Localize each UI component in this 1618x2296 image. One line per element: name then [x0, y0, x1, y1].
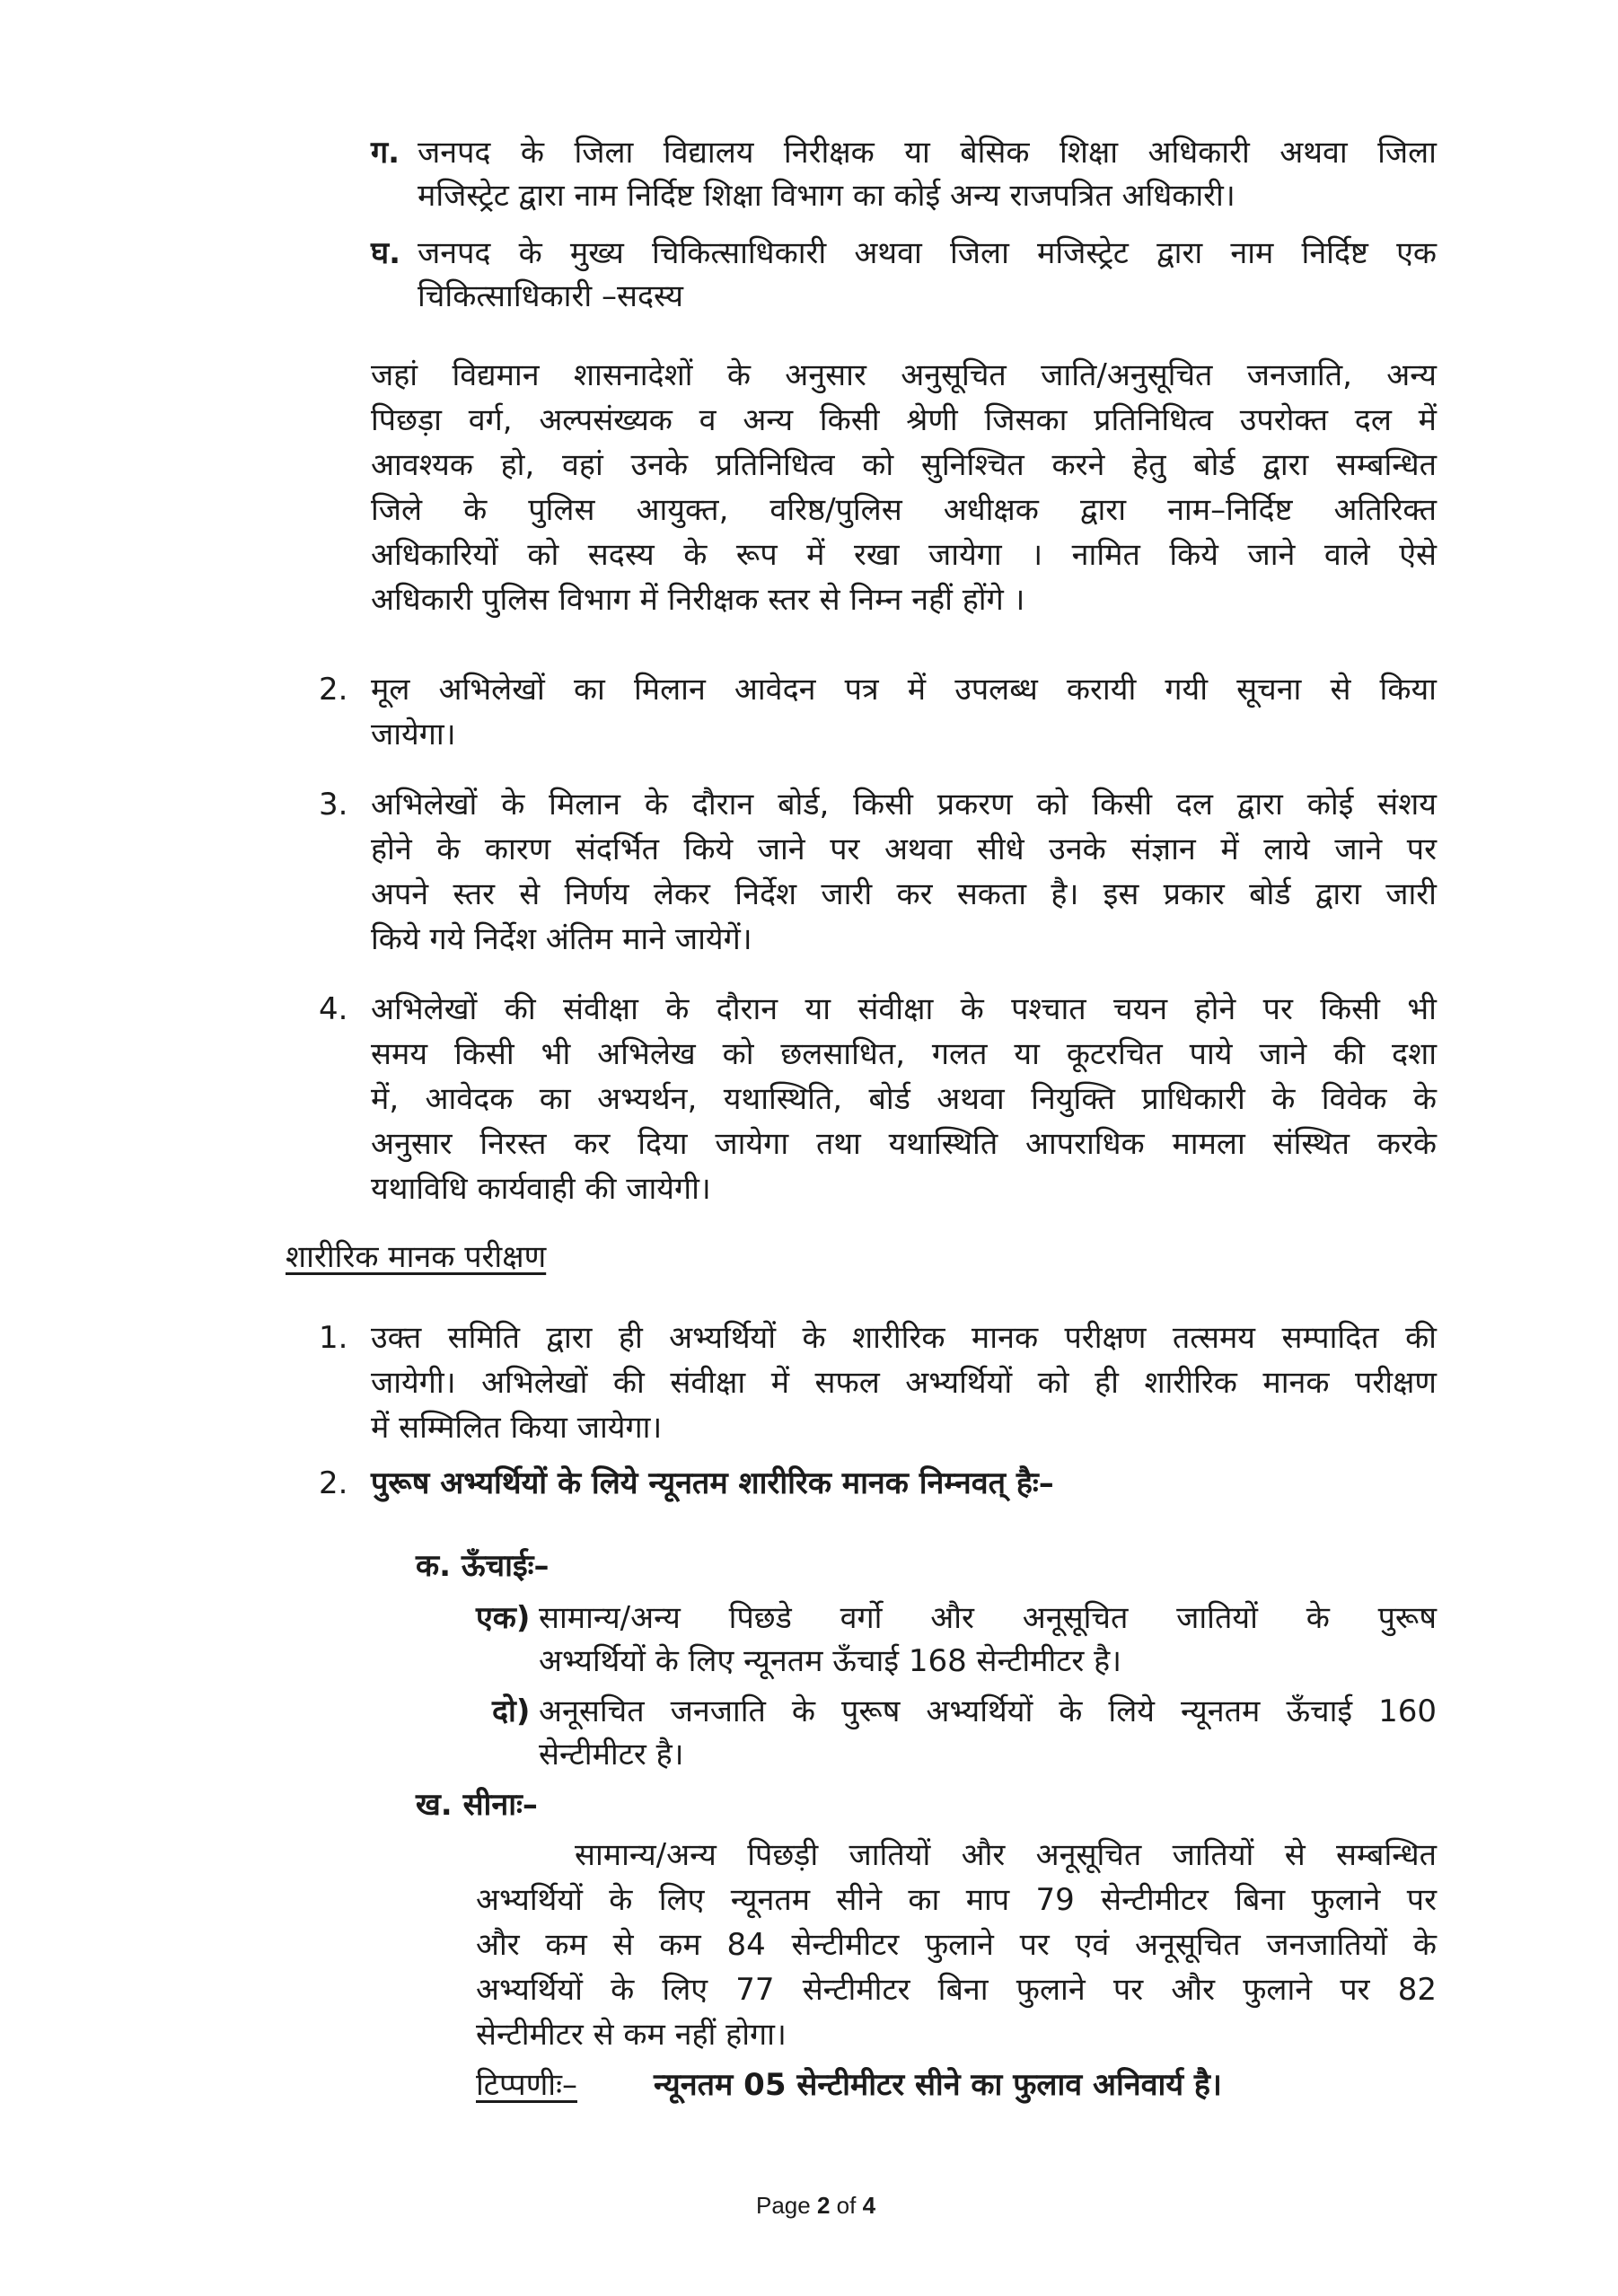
item-4-number: 4.: [319, 991, 348, 1027]
item-3-number: 3.: [319, 787, 348, 823]
height-do-marker: दो): [492, 1693, 531, 1729]
marker-g: ग.: [371, 135, 400, 171]
para-line-3: आवश्यक हो, वहां उनके प्रतिनिधित्व को सुनिश्चित करने हेतु बोर्ड द्वारा सम्बन्धित: [371, 447, 1437, 483]
footer-prefix: Page: [756, 2192, 817, 2219]
section-item-1-line-1: उक्त समिति द्वारा ही अभ्यर्थियों के शारीरिक मानक परीक्षण तत्समय सम्पादित की: [371, 1320, 1437, 1356]
height-do-line-1: अनूसचित जनजाति के पुरूष अभ्यर्थियों के लिये न्यूनतम ऊँचाई 160: [539, 1693, 1437, 1729]
note-label: टिप्पणीः–: [476, 2067, 577, 2103]
marker-gh: घ.: [371, 235, 401, 271]
section-item-1-number: 1.: [319, 1320, 348, 1356]
height-ek-line-2: अभ्यर्थियों के लिए न्यूनतम ऊँचाई 168 सेन्टीमीटर है।: [539, 1643, 1122, 1679]
section-item-2-number: 2.: [319, 1465, 348, 1501]
footer-current-page: 2: [816, 2192, 831, 2219]
block-gh-line-1: जनपद के मुख्य चिकित्साधिकारी अथवा जिला मजिस्ट्रेट द्वारा नाम निर्दिष्ट एक: [418, 235, 1437, 271]
footer-middle: of: [830, 2192, 863, 2219]
section-item-1-line-3: में सम्मिलित किया जायेगा।: [371, 1410, 663, 1446]
para-line-2: पिछड़ा वर्ग, अल्पसंख्यक व अन्य किसी श्रेणी जिसका प्रतिनिधित्व उपरोक्त दल में: [371, 402, 1437, 438]
chest-line-1: सामान्य/अन्य पिछड़ी जातियों और अनूसूचित जातियों से सम्बन्धित: [575, 1837, 1437, 1873]
block-g-line-2: मजिस्ट्रेट द्वारा नाम निर्दिष्ट शिक्षा विभाग का कोई अन्य राजपत्रित अधिकारी।: [418, 178, 1235, 214]
para-line-5: अधिकारियों को सदस्य के रूप में रखा जायेगा । नामित किये जाने वाले ऐसे: [371, 537, 1437, 573]
height-ek-line-1: सामान्य/अन्य पिछडे वर्गो और अनूसूचित जातियों के पुरूष: [539, 1600, 1437, 1636]
section-item-2-text: पुरूष अभ्यर्थियों के लिये न्यूनतम शारीरिक मानक निम्नवत् हैः–: [371, 1465, 1054, 1501]
item-3-line-2: होने के कारण संदर्भित किये जाने पर अथवा सीधे उनके संज्ञान में लाये जाने पर: [371, 831, 1437, 867]
footer-total-pages: 4: [862, 2192, 876, 2219]
section-item-1-line-2: जायेगी। अभिलेखों की संवीक्षा में सफल अभ्यर्थियों को ही शारीरिक मानक परीक्षण: [371, 1365, 1437, 1401]
item-4-line-3: में, आवेदक का अभ्यर्थन, यथास्थिति, बोर्ड अथवा नियुक्ति प्राधिकारी के विवेक के: [371, 1081, 1437, 1117]
chest-heading: ख. सीनाः–: [416, 1787, 538, 1823]
para-line-4: जिले के पुलिस आयुक्त, वरिष्ठ/पुलिस अधीक्षक द्वारा नाम–निर्दिष्ट अतिरिक्त: [371, 492, 1437, 528]
item-3-line-1: अभिलेखों के मिलान के दौरान बोर्ड, किसी प्रकरण को किसी दल द्वारा कोई संशय: [371, 787, 1437, 823]
item-4-line-2: समय किसी भी अभिलेख को छलसाधित, गलत या कूटरचित पाये जाने की दशा: [371, 1036, 1437, 1072]
item-4-line-1: अभिलेखों की संवीक्षा के दौरान या संवीक्षा के पश्चात चयन होने पर किसी भी: [371, 991, 1437, 1027]
height-do-line-2: सेन्टीमीटर है।: [539, 1737, 684, 1773]
item-2-line-2: जायेगा।: [371, 717, 456, 752]
block-gh-line-2: चिकित्साधिकारी –सदस्य: [418, 278, 683, 314]
item-4-line-5: यथाविधि कार्यवाही की जायेगी।: [371, 1171, 711, 1207]
chest-line-3: और कम से कम 84 सेन्टीमीटर फुलाने पर एवं अनूसूचित जनजातियों के: [476, 1927, 1437, 1963]
page-footer: [756, 2191, 875, 2220]
chest-line-2: अभ्यर्थियों के लिए न्यूनतम सीने का माप 79 सेन्टीमीटर बिना फुलाने पर: [476, 1882, 1437, 1918]
height-ek-marker: एक): [476, 1600, 531, 1636]
para-line-1: जहां विद्यमान शासनादेशों के अनुसार अनुसूचित जाति/अनुसूचित जनजाति, अन्य: [371, 357, 1437, 393]
item-2-line-1: मूल अभिलेखों का मिलान आवेदन पत्र में उपलब्ध करायी गयी सूचना से किया: [371, 672, 1437, 708]
item-3-line-3: अपने स्तर से निर्णय लेकर निर्देश जारी कर सकता है। इस प्रकार बोर्ड द्वारा जारी: [371, 876, 1437, 912]
item-2-number: 2.: [319, 672, 348, 708]
chest-line-4: अभ्यर्थियों के लिए 77 सेन्टीमीटर बिना फुलाने पर और फुलाने पर 82: [476, 1972, 1437, 2008]
note-text: न्यूनतम 05 सेन्टीमीटर सीने का फुलाव अनिवार्य है।: [654, 2067, 1222, 2103]
section-heading: शारीरिक मानक परीक्षण: [286, 1239, 547, 1275]
block-g-line-1: जनपद के जिला विद्यालय निरीक्षक या बेसिक शिक्षा अधिकारी अथवा जिला: [418, 135, 1437, 171]
item-3-line-4: किये गये निर्देश अंतिम माने जायेगें।: [371, 921, 752, 957]
chest-line-5: सेन्टीमीटर से कम नहीं होगा।: [476, 2017, 787, 2053]
height-heading: क. ऊँचाईः–: [416, 1548, 550, 1584]
item-4-line-4: अनुसार निरस्त कर दिया जायेगा तथा यथास्थिति आपराधिक मामला संस्थित करके: [371, 1126, 1437, 1162]
para-line-6: अधिकारी पुलिस विभाग में निरीक्षक स्तर से निम्न नहीं होंगे ।: [371, 582, 1025, 618]
